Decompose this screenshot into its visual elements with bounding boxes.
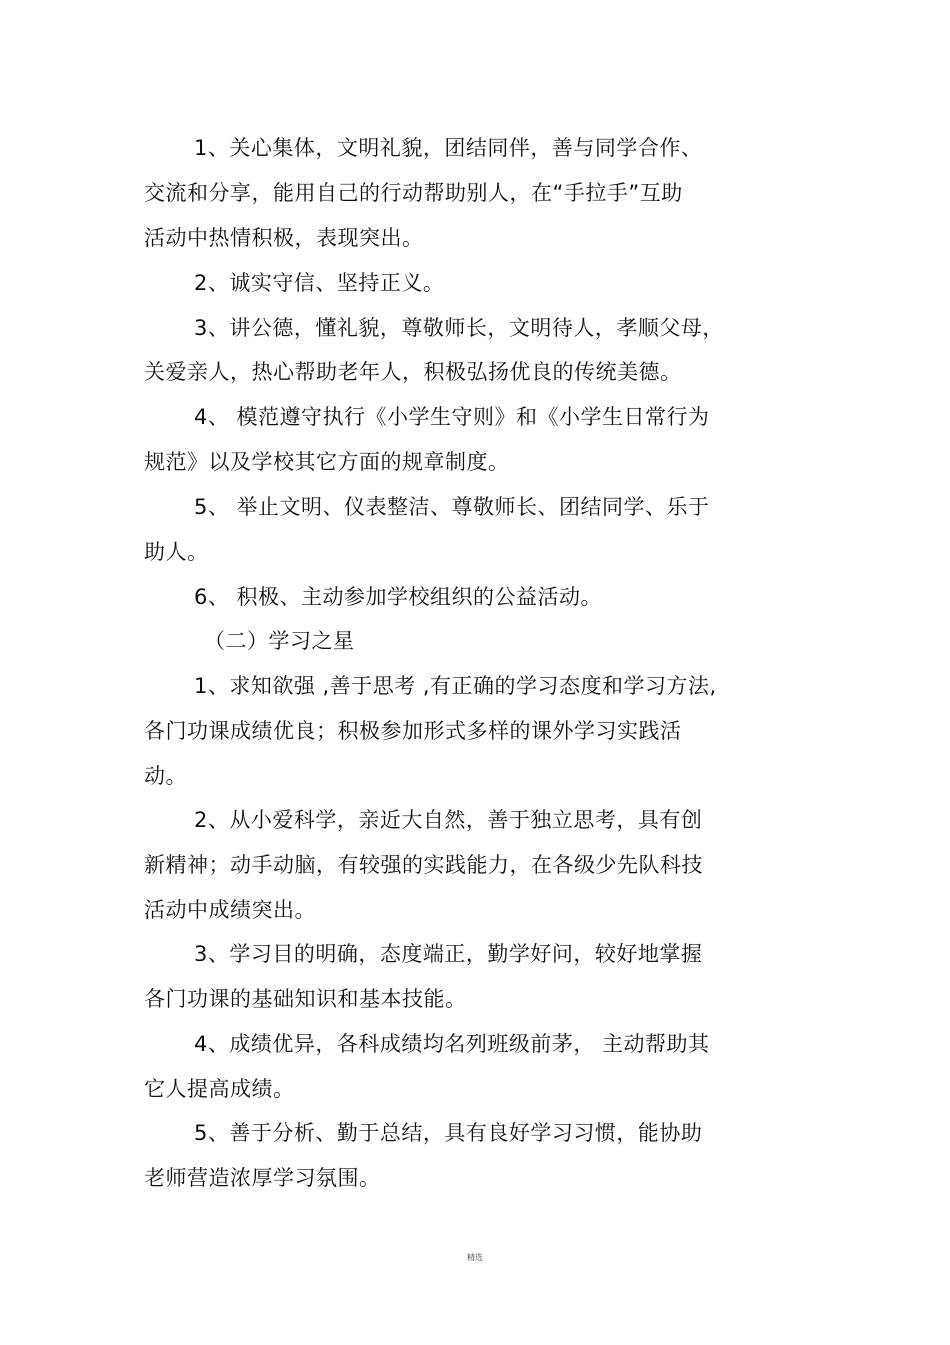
text-line: 规范》以及学校其它方面的规章制度。 — [144, 450, 510, 474]
text-line: 老师营造浓厚学习氛围。 — [144, 1166, 381, 1190]
text-line: 关爱亲人，热心帮助老年人，积极弘扬优良的传统美德。 — [144, 360, 682, 384]
text-line: 各门功课成绩优良；积极参加形式多样的课外学习实践活 — [144, 719, 682, 743]
text-line: 它人提高成绩。 — [144, 1077, 295, 1101]
text-line: 6、 积极、主动参加学校组织的公益活动。 — [194, 585, 603, 609]
text-line: 活动中热情积极，表现突出。 — [144, 226, 424, 250]
text-line: 3、讲公德，懂礼貌，尊敬师长，文明待人，孝顺父母， — [194, 316, 724, 340]
text-line: 4、 模范遵守执行《小学生守则》和《小学生日常行为 — [194, 405, 710, 429]
text-line: 5、 举止文明、仪表整洁、尊敬师长、团结同学、乐于 — [194, 495, 710, 519]
section-heading: （二）学习之星 — [204, 629, 355, 653]
text-line: 4、成绩优异，各科成绩均名列班级前茅， 主动帮助其 — [194, 1032, 710, 1056]
text-line: 2、诚实守信、坚持正义。 — [194, 271, 445, 295]
text-line: 5、善于分析、勤于总结，具有良好学习习惯，能协助 — [194, 1121, 703, 1145]
text-line: 交流和分享，能用自己的行动帮助别人，在“手拉手”互助 — [144, 181, 683, 205]
text-line: 新精神；动手动脑，有较强的实践能力，在各级少先队科技 — [144, 853, 703, 877]
text-line: 活动中成绩突出。 — [144, 898, 316, 922]
text-line: 3、学习目的明确，态度端正，勤学好问，较好地掌握 — [194, 942, 703, 966]
text-line: 2、从小爱科学，亲近大自然，善于独立思考，具有创 — [194, 808, 703, 832]
text-line: 助人。 — [144, 540, 209, 564]
text-line: 1、求知欲强 ,善于思考 ,有正确的学习态度和学习方法, — [194, 674, 717, 698]
text-line: 1、关心集体，文明礼貌，团结同伴，善与同学合作、 — [194, 136, 703, 160]
page-footer: 精选 — [467, 1253, 483, 1262]
text-line: 动。 — [144, 764, 187, 788]
text-line: 各门功课的基础知识和基本技能。 — [144, 987, 467, 1011]
